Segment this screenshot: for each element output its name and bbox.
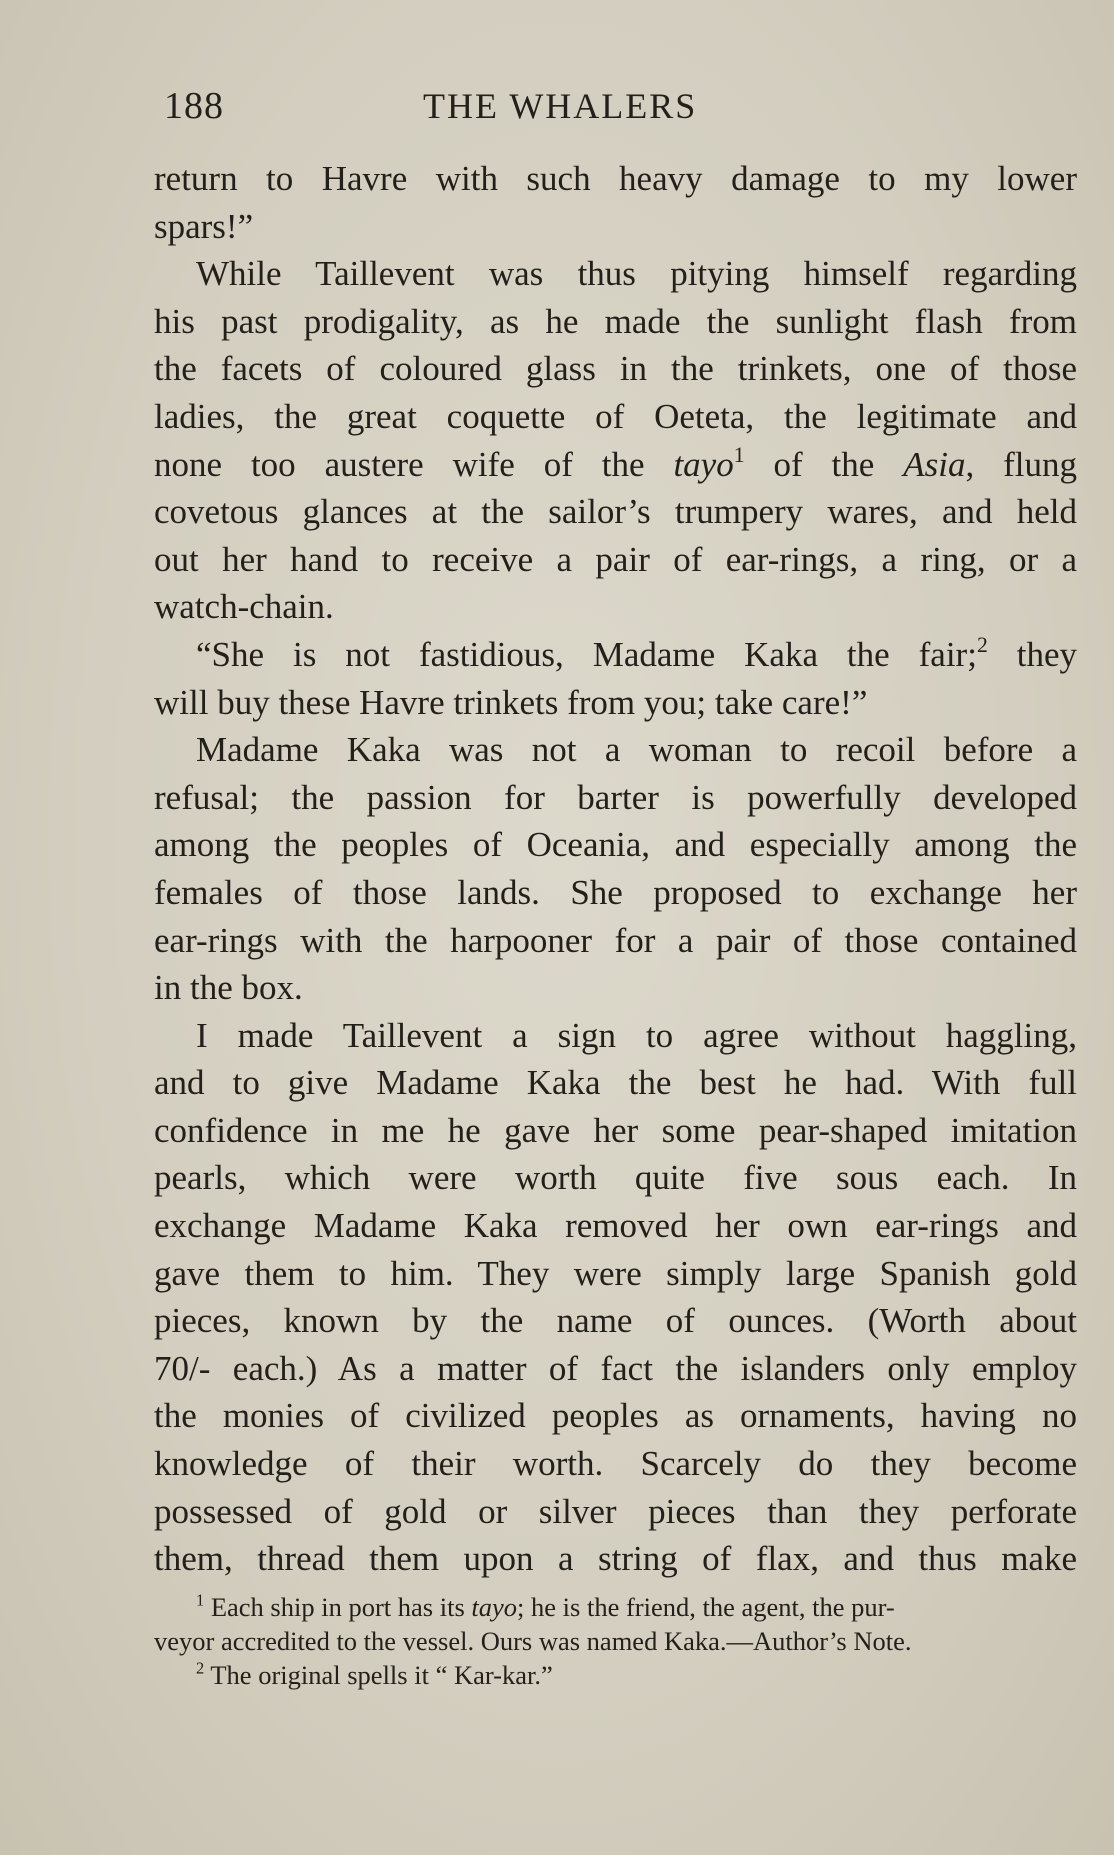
italic-word: Asia (903, 444, 966, 484)
text-line (154, 631, 1077, 679)
text-line: ear-rings with the harpooner for a pair of those contained (154, 920, 1077, 960)
page-number: 188 (164, 85, 224, 127)
footnote-number: 2 (196, 1658, 205, 1678)
text-segment: ; he is the friend, the agent, the pur- (517, 1592, 895, 1622)
text-line: I made Taillevent a sign to agree without haggling, (196, 1015, 1077, 1055)
text-line: confidence in me he gave her some pear-shaped imitation (154, 1110, 1077, 1150)
footnote-line (154, 1658, 1077, 1692)
text-line: covetous glances at the sailor’s trumpery wares, and held (154, 492, 1077, 532)
text-line: knowledge of their worth. Scarcely do they become (154, 1444, 1077, 1484)
text-segment: they (1016, 634, 1077, 674)
text-segment: Each ship in port has its (210, 1592, 465, 1622)
footnote-number: 1 (196, 1590, 205, 1610)
text-segment: of the (773, 444, 875, 484)
text-line: the monies of civilized peoples as ornaments, having no (154, 1396, 1077, 1436)
italic-word: tayo (673, 444, 734, 484)
text-line: return to Havre with such heavy damage to my lower (154, 159, 1077, 198)
text-segment: , flung (965, 444, 1078, 484)
text-line: pearls, which were worth quite five sous each. In (154, 1158, 1077, 1198)
text-line: females of those lands. She proposed to exchange her (154, 872, 1077, 912)
text-line: gave them to him. They were simply large Spanish gold (154, 1253, 1077, 1293)
text-line (154, 441, 1077, 489)
italic-word: tayo (471, 1592, 518, 1622)
body-text (154, 155, 1077, 1583)
footnote-marker: 1 (733, 442, 745, 467)
text-line: out her hand to receive a pair of ear-rings, a ring, or a (154, 539, 1077, 579)
text-line: the facets of coloured glass in the trinkets, one of those (154, 349, 1077, 389)
text-line: watch-chain. (154, 587, 334, 627)
text-segment: none too austere wife of the (154, 444, 645, 484)
text-line: possessed of gold or silver pieces than they perforate (154, 1491, 1077, 1531)
text-line: exchange Madame Kaka removed her own ear-rings and (154, 1206, 1077, 1246)
text-line: will buy these Havre trinkets from you; take care!” (154, 682, 868, 722)
text-line: ladies, the great coquette of Oeteta, the legitimate and (154, 396, 1077, 436)
text-line: Madame Kaka was not a woman to recoil before a (196, 730, 1077, 770)
text-line: refusal; the passion for barter is powerfully developed (154, 777, 1077, 817)
text-line: pieces, known by the name of ounces. (Worth about (154, 1301, 1077, 1341)
text-line: his past prodigality, as he made the sunlight flash from (154, 301, 1077, 341)
footnotes (154, 1590, 1077, 1692)
text-line: in the box. (154, 968, 303, 1008)
text-line: and to give Madame Kaka the best he had. With full (154, 1063, 1077, 1103)
running-head: THE WHALERS (423, 86, 698, 126)
footnote-line: veyor accredited to the vessel. Ours was named Kaka.—Author’s Note. (154, 1626, 912, 1656)
text-line: them, thread them upon a string of flax, and thus make (154, 1539, 1077, 1579)
text-segment: The original spells it “ Kar-kar.” (210, 1660, 553, 1690)
text-line: 70/- each.) As a matter of fact the islanders only employ (154, 1348, 1077, 1388)
text-line: spars!” (154, 206, 254, 246)
text-line: While Taillevent was thus pitying himself regarding (196, 254, 1077, 294)
text-line: among the peoples of Oceania, and especially among the (154, 825, 1077, 865)
footnote-line (154, 1590, 1077, 1624)
footnote-marker: 2 (976, 632, 988, 657)
text-segment: “She is not fastidious, Madame Kaka the fair; (196, 634, 977, 674)
